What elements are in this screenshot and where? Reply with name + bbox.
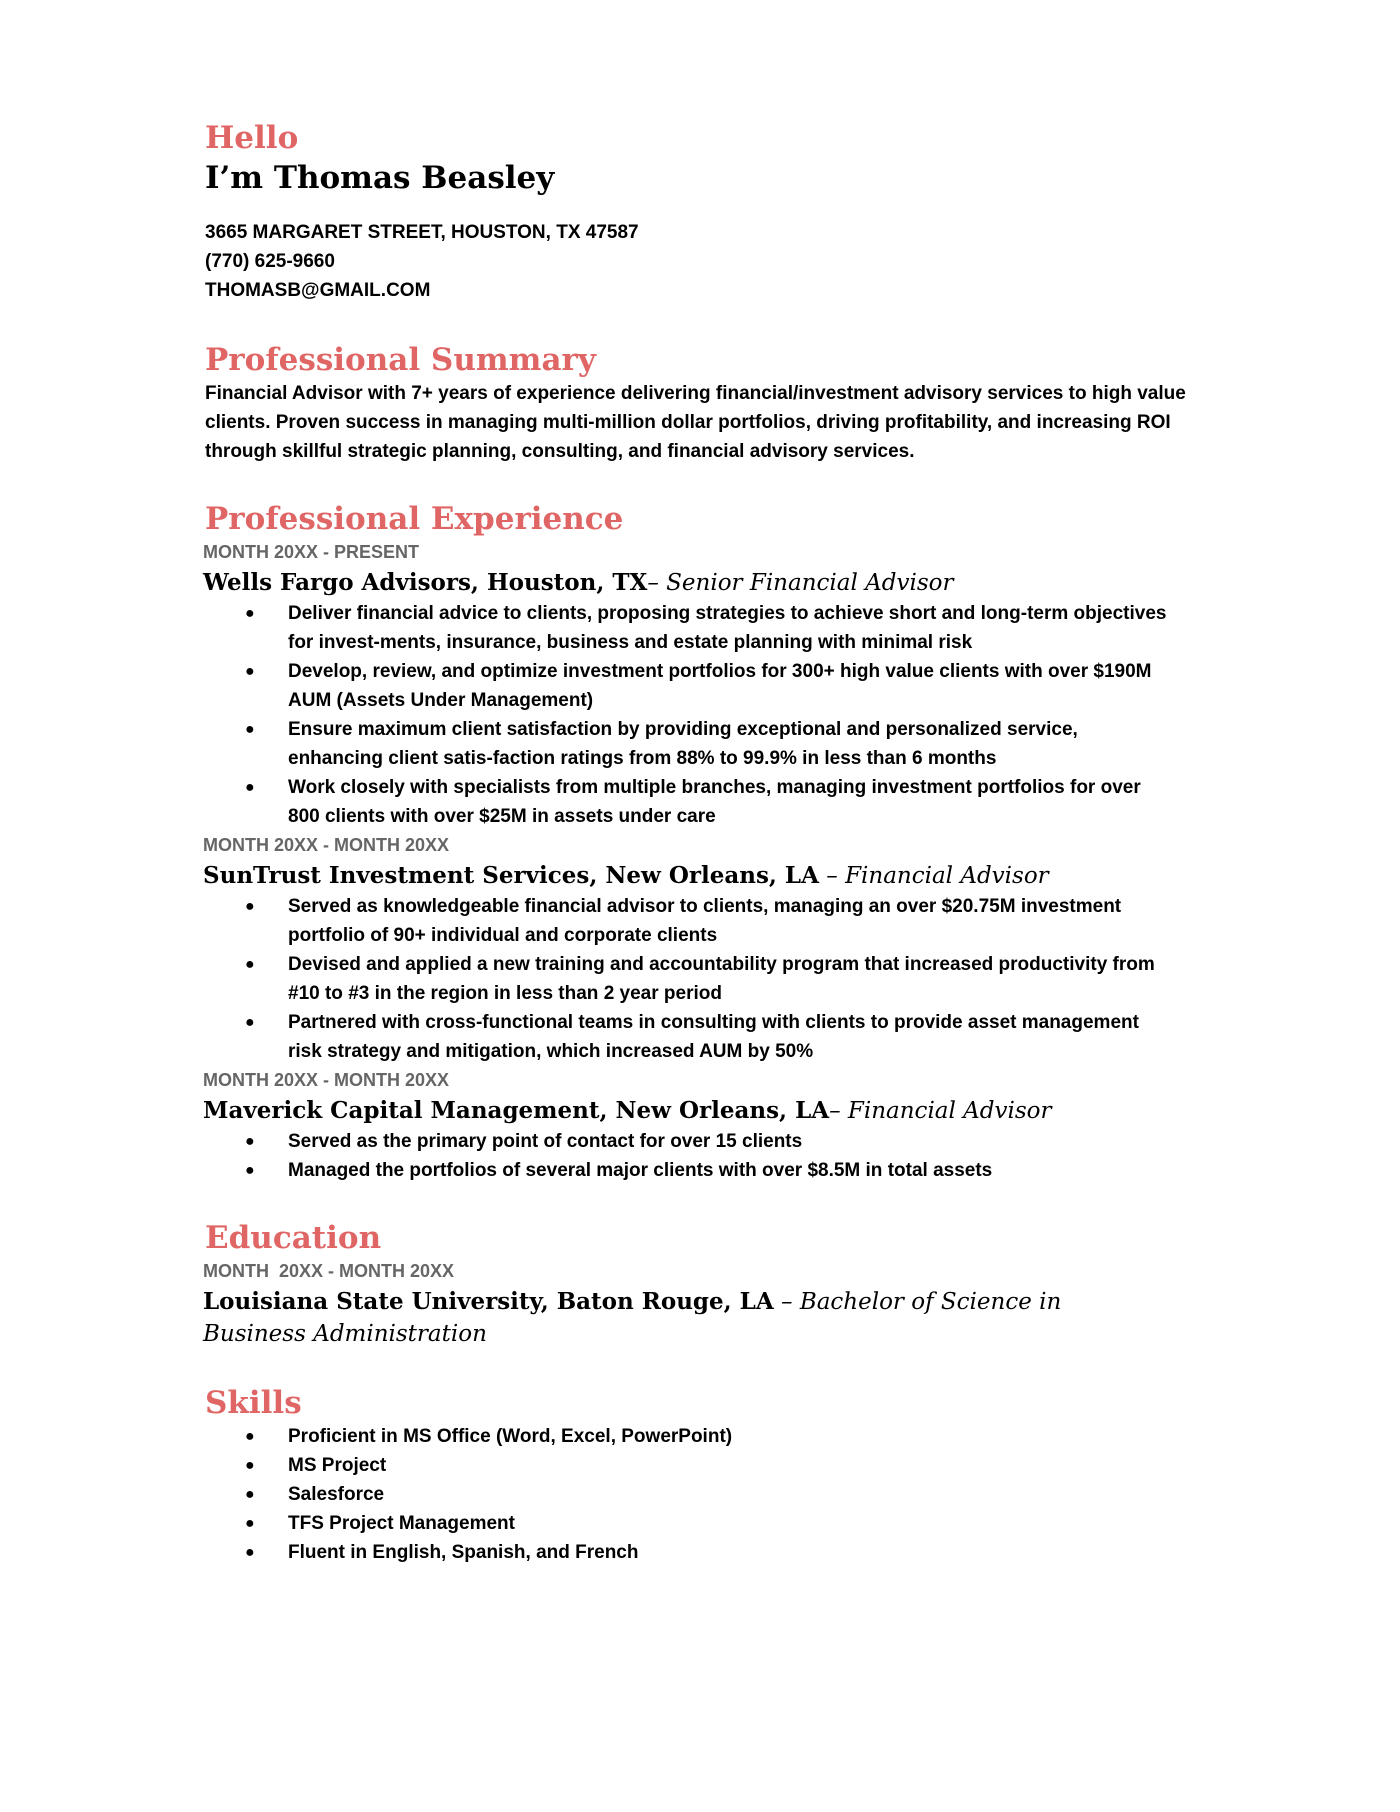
list-item xyxy=(205,1422,1168,1451)
bullet-icon: ● xyxy=(245,721,255,738)
bullet-icon: ● xyxy=(245,663,255,680)
job-date: MONTH 20XX - PRESENT xyxy=(203,542,420,562)
contact-email: THOMASB@GMAIL.COM xyxy=(205,280,431,301)
job-separator: – xyxy=(829,1098,848,1124)
job-date: MONTH 20XX - MONTH 20XX xyxy=(203,835,450,855)
job-company: SunTrust Investment Services, New Orleans, LA xyxy=(203,862,819,889)
job-company: Wells Fargo Advisors, Houston, TX xyxy=(203,569,648,596)
contact-block xyxy=(205,218,1205,305)
job-separator: – xyxy=(818,863,846,889)
education-school: Louisiana State University, Baton Rouge, LA xyxy=(203,1288,774,1315)
skill-text: Fluent in English, Spanish, and French xyxy=(288,1542,639,1563)
job-bullets xyxy=(205,1127,1205,1185)
list-item xyxy=(205,892,1168,950)
bullet-icon: ● xyxy=(245,1428,255,1445)
job-role-line xyxy=(203,567,1205,599)
education-line xyxy=(203,1286,1103,1350)
job-entry xyxy=(205,1066,1205,1185)
job-date: MONTH 20XX - MONTH 20XX xyxy=(203,1070,450,1090)
list-item xyxy=(205,1480,1168,1509)
bullet-text: Work closely with specialists from multiple branches, managing investment portfolios for over 800 clients with over $25M in assets under care xyxy=(288,777,1141,827)
list-item xyxy=(205,1509,1168,1538)
skill-text: MS Project xyxy=(288,1455,387,1476)
bullet-text: Devised and applied a new training and accountability program that increased productivity from #10 to #3 in the region in less than 2 year period xyxy=(288,954,1155,1004)
bullet-icon: ● xyxy=(245,1162,255,1179)
bullet-icon: ● xyxy=(245,605,255,622)
header xyxy=(205,118,1205,198)
bullet-text: Served as the primary point of contact for over 15 clients xyxy=(288,1131,803,1152)
skill-text: Proficient in MS Office (Word, Excel, PowerPoint) xyxy=(288,1426,733,1447)
job-title: Financial Advisor xyxy=(845,863,1049,889)
experience-heading: Professional Experience xyxy=(205,501,624,537)
list-item xyxy=(205,1127,1168,1156)
education-heading: Education xyxy=(205,1220,382,1256)
summary-heading: Professional Summary xyxy=(205,342,596,378)
bullet-text: Served as knowledgeable financial advisor to clients, managing an over $20.75M investment portfolio of 90+ individual and corporate clients xyxy=(288,896,1122,946)
list-item xyxy=(205,1538,1168,1567)
job-entry xyxy=(205,831,1205,1066)
resume-page xyxy=(205,118,1205,1567)
bullet-text: Develop, review, and optimize investment portfolios for 300+ high value clients with over $190M AUM (Assets Under Management) xyxy=(288,661,1152,711)
bullet-icon: ● xyxy=(245,1133,255,1150)
list-item xyxy=(205,599,1168,657)
list-item xyxy=(205,1451,1168,1480)
bullet-icon: ● xyxy=(245,1544,255,1561)
list-item xyxy=(205,950,1168,1008)
list-item xyxy=(205,773,1168,831)
job-title: Financial Advisor xyxy=(847,1098,1052,1124)
contact-phone: (770) 625-9660 xyxy=(205,251,335,272)
skills-heading: Skills xyxy=(205,1385,302,1421)
bullet-text: Deliver financial advice to clients, proposing strategies to achieve short and long-term objectives for invest-ments, insurance, business and estate planning with minimal risk xyxy=(288,603,1167,653)
bullet-icon: ● xyxy=(245,956,255,973)
candidate-name: I’m Thomas Beasley xyxy=(205,160,555,196)
list-item xyxy=(205,657,1168,715)
job-bullets xyxy=(205,599,1205,831)
job-role-line xyxy=(203,860,1205,892)
skill-text: Salesforce xyxy=(288,1484,385,1505)
job-bullets xyxy=(205,892,1205,1066)
greeting: Hello xyxy=(205,120,299,156)
education-date: MONTH 20XX - MONTH 20XX xyxy=(203,1261,455,1281)
job-title: Senior Financial Advisor xyxy=(666,570,954,596)
bullet-text: Ensure maximum client satisfaction by providing exceptional and personalized service, enhancing client satis-faction ratings from 88% to 99.9% in less than 6 months xyxy=(288,719,1078,769)
job-company: Maverick Capital Management, New Orleans, LA xyxy=(203,1097,830,1124)
list-item xyxy=(205,1156,1168,1185)
bullet-text: Managed the portfolios of several major clients with over $8.5M in total assets xyxy=(288,1160,993,1181)
job-separator: – xyxy=(647,570,667,596)
education-separator: – xyxy=(773,1289,800,1315)
list-item xyxy=(205,1008,1168,1066)
bullet-icon: ● xyxy=(245,1486,255,1503)
list-item xyxy=(205,715,1168,773)
skills-list xyxy=(205,1422,1205,1567)
job-role-line xyxy=(203,1095,1205,1127)
bullet-icon: ● xyxy=(245,1515,255,1532)
bullet-icon: ● xyxy=(245,898,255,915)
bullet-text: Partnered with cross-functional teams in consulting with clients to provide asset management risk strategy and mitigation, which increased AUM by 50% xyxy=(288,1012,1139,1062)
job-entry xyxy=(205,538,1205,831)
bullet-icon: ● xyxy=(245,1014,255,1031)
bullet-icon: ● xyxy=(245,779,255,796)
education-degree: Bachelor of Science in Business Administration xyxy=(203,1289,1062,1347)
bullet-icon: ● xyxy=(245,1457,255,1474)
summary-text: Financial Advisor with 7+ years of experience delivering financial/investment advisory services to high value clients. Proven success in managing multi-million dollar portfolios, driving profitability, and increasing ROI through skillful strategic planning, consulting, and financial advisory services. xyxy=(205,383,1186,462)
contact-address: 3665 MARGARET STREET, HOUSTON, TX 47587 xyxy=(205,222,639,243)
skill-text: TFS Project Management xyxy=(288,1513,515,1534)
